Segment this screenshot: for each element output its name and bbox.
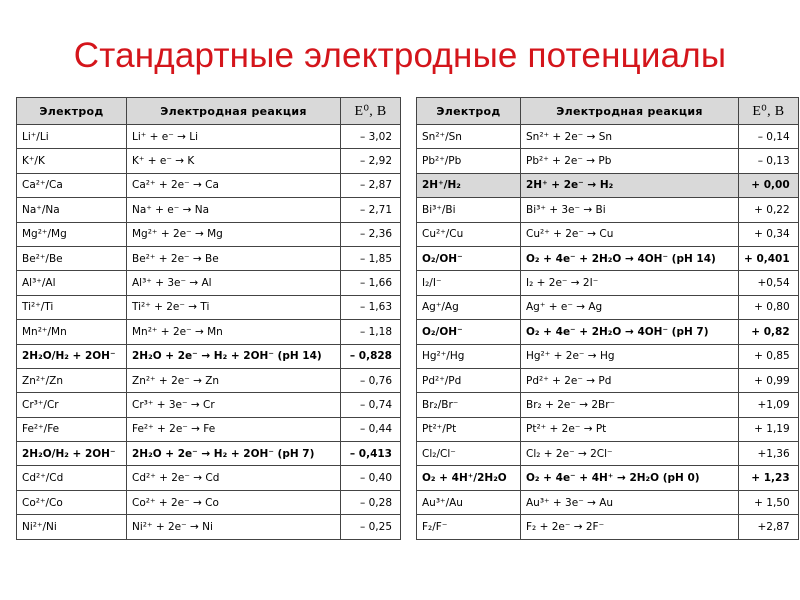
reaction-cell: 2H⁺ + 2e⁻ → H₂ — [521, 173, 739, 197]
reaction-cell: K⁺ + e⁻ → K — [127, 149, 341, 173]
table-row — [417, 490, 799, 514]
potential-cell: +1,36 — [739, 442, 799, 466]
table-row — [417, 246, 799, 270]
electrode-cell: Cd²⁺/Cd — [17, 466, 127, 490]
potential-column-header: E⁰, В — [341, 98, 401, 125]
reaction-cell: 2H₂O + 2e⁻ → H₂ + 2OH⁻ (pH 7) — [127, 442, 341, 466]
table-row — [17, 198, 401, 222]
potential-cell: – 1,85 — [341, 246, 401, 270]
electrode-cell: Mn²⁺/Mn — [17, 320, 127, 344]
electrode-cell: Li⁺/Li — [17, 125, 127, 149]
reaction-cell: Hg²⁺ + 2e⁻ → Hg — [521, 344, 739, 368]
potential-cell: + 1,19 — [739, 417, 799, 441]
electrode-cell: Pb²⁺/Pb — [417, 149, 521, 173]
reaction-cell: Ag⁺ + e⁻ → Ag — [521, 295, 739, 319]
table-row — [17, 515, 401, 539]
potential-cell: – 2,87 — [341, 173, 401, 197]
electrode-cell: Mg²⁺/Mg — [17, 222, 127, 246]
electrode-cell: I₂/I⁻ — [417, 271, 521, 295]
reaction-column-header: Электродная реакция — [127, 98, 341, 125]
table-row — [417, 271, 799, 295]
potential-cell: – 0,28 — [341, 490, 401, 514]
reaction-cell: Ca²⁺ + 2e⁻ → Ca — [127, 173, 341, 197]
potential-cell: + 1,23 — [739, 466, 799, 490]
reaction-cell: Cl₂ + 2e⁻ → 2Cl⁻ — [521, 442, 739, 466]
table-row — [17, 173, 401, 197]
reaction-cell: Cr³⁺ + 3e⁻ → Cr — [127, 393, 341, 417]
electrode-cell: Na⁺/Na — [17, 198, 127, 222]
table-row — [417, 442, 799, 466]
potentials-table-right — [416, 97, 799, 540]
potential-cell: + 0,00 — [739, 173, 799, 197]
page-title: Стандартные электродные потенциалы — [73, 36, 727, 75]
reaction-cell: Ti²⁺ + 2e⁻ → Ti — [127, 295, 341, 319]
electrode-cell: 2H₂O/H₂ + 2OH⁻ — [17, 442, 127, 466]
potentials-table-left — [16, 97, 401, 540]
table-row — [17, 149, 401, 173]
electrode-cell: O₂ + 4H⁺/2H₂O — [417, 466, 521, 490]
electrode-cell: Hg²⁺/Hg — [417, 344, 521, 368]
electrode-cell: Al³⁺/Al — [17, 271, 127, 295]
table-row — [417, 149, 799, 173]
table-row — [417, 515, 799, 539]
table-row — [17, 271, 401, 295]
potential-cell: + 0,22 — [739, 198, 799, 222]
electrode-cell: F₂/F⁻ — [417, 515, 521, 539]
electrode-cell: Fe²⁺/Fe — [17, 417, 127, 441]
reaction-cell: Pt²⁺ + 2e⁻ → Pt — [521, 417, 739, 441]
table-row — [417, 125, 799, 149]
reaction-cell: Bi³⁺ + 3e⁻ → Bi — [521, 198, 739, 222]
table-row — [417, 198, 799, 222]
electrode-cell: Bi³⁺/Bi — [417, 198, 521, 222]
reaction-cell: I₂ + 2e⁻ → 2I⁻ — [521, 271, 739, 295]
potential-cell: – 0,14 — [739, 125, 799, 149]
electrode-cell: Br₂/Br⁻ — [417, 393, 521, 417]
table-row — [417, 173, 799, 197]
table-row — [17, 368, 401, 392]
potential-cell: – 1,66 — [341, 271, 401, 295]
reaction-cell: Pb²⁺ + 2e⁻ → Pb — [521, 149, 739, 173]
table-row — [17, 320, 401, 344]
electrode-cell: Be²⁺/Be — [17, 246, 127, 270]
table-row — [17, 442, 401, 466]
table-row — [417, 344, 799, 368]
reaction-cell: O₂ + 4e⁻ + 2H₂O → 4OH⁻ (pH 7) — [521, 320, 739, 344]
reaction-cell: Zn²⁺ + 2e⁻ → Zn — [127, 368, 341, 392]
potential-cell: + 0,401 — [739, 246, 799, 270]
potential-cell: – 0,413 — [341, 442, 401, 466]
reaction-cell: Al³⁺ + 3e⁻ → Al — [127, 271, 341, 295]
electrode-cell: Ti²⁺/Ti — [17, 295, 127, 319]
electrode-cell: Au³⁺/Au — [417, 490, 521, 514]
reaction-cell: Mg²⁺ + 2e⁻ → Mg — [127, 222, 341, 246]
table-row — [17, 246, 401, 270]
table-row — [17, 125, 401, 149]
electrode-cell: K⁺/K — [17, 149, 127, 173]
electrode-cell: 2H₂O/H₂ + 2OH⁻ — [17, 344, 127, 368]
potential-cell: – 1,18 — [341, 320, 401, 344]
table-row — [417, 393, 799, 417]
potential-cell: – 0,74 — [341, 393, 401, 417]
electrode-cell: Cu²⁺/Cu — [417, 222, 521, 246]
potential-cell: + 0,82 — [739, 320, 799, 344]
electrode-cell: O₂/OH⁻ — [417, 246, 521, 270]
reaction-cell: Pd²⁺ + 2e⁻ → Pd — [521, 368, 739, 392]
potential-cell: – 0,25 — [341, 515, 401, 539]
potential-column-header: E⁰, В — [739, 98, 799, 125]
potential-cell: – 0,13 — [739, 149, 799, 173]
table-row — [17, 490, 401, 514]
electrode-cell: Pt²⁺/Pt — [417, 417, 521, 441]
table-row — [417, 295, 799, 319]
reaction-cell: Cu²⁺ + 2e⁻ → Cu — [521, 222, 739, 246]
header-row — [417, 98, 799, 125]
reaction-cell: Ni²⁺ + 2e⁻ → Ni — [127, 515, 341, 539]
reaction-cell: O₂ + 4e⁻ + 4H⁺ → 2H₂O (pH 0) — [521, 466, 739, 490]
reaction-cell: O₂ + 4e⁻ + 2H₂O → 4OH⁻ (pH 14) — [521, 246, 739, 270]
potential-cell: +0,54 — [739, 271, 799, 295]
potential-cell: – 0,76 — [341, 368, 401, 392]
electrode-cell: Co²⁺/Co — [17, 490, 127, 514]
electrode-cell: 2H⁺/H₂ — [417, 173, 521, 197]
potential-cell: – 0,828 — [341, 344, 401, 368]
table-row — [17, 393, 401, 417]
potential-cell: + 0,34 — [739, 222, 799, 246]
electrode-cell: Ca²⁺/Ca — [17, 173, 127, 197]
potential-cell: + 0,80 — [739, 295, 799, 319]
table-row — [417, 466, 799, 490]
potential-cell: – 3,02 — [341, 125, 401, 149]
reaction-cell: Mn²⁺ + 2e⁻ → Mn — [127, 320, 341, 344]
table-row — [417, 417, 799, 441]
table-row — [417, 320, 799, 344]
reaction-cell: Sn²⁺ + 2e⁻ → Sn — [521, 125, 739, 149]
potential-cell: + 0,99 — [739, 368, 799, 392]
potential-cell: – 2,71 — [341, 198, 401, 222]
potential-cell: + 0,85 — [739, 344, 799, 368]
table-row — [17, 344, 401, 368]
electrode-cell: Ag⁺/Ag — [417, 295, 521, 319]
header-row — [17, 98, 401, 125]
table-row — [417, 222, 799, 246]
electrode-cell: Ni²⁺/Ni — [17, 515, 127, 539]
potential-cell: – 1,63 — [341, 295, 401, 319]
electrode-column-header: Электрод — [17, 98, 127, 125]
reaction-column-header: Электродная реакция — [521, 98, 739, 125]
electrode-cell: O₂/OH⁻ — [417, 320, 521, 344]
table-row — [17, 295, 401, 319]
electrode-cell: Pd²⁺/Pd — [417, 368, 521, 392]
potential-cell: – 2,36 — [341, 222, 401, 246]
reaction-cell: Br₂ + 2e⁻ → 2Br⁻ — [521, 393, 739, 417]
potential-cell: – 2,92 — [341, 149, 401, 173]
reaction-cell: F₂ + 2e⁻ → 2F⁻ — [521, 515, 739, 539]
reaction-cell: Cd²⁺ + 2e⁻ → Cd — [127, 466, 341, 490]
reaction-cell: Fe²⁺ + 2e⁻ → Fe — [127, 417, 341, 441]
reaction-cell: Au³⁺ + 3e⁻ → Au — [521, 490, 739, 514]
potential-cell: – 0,40 — [341, 466, 401, 490]
reaction-cell: Na⁺ + e⁻ → Na — [127, 198, 341, 222]
potential-cell: – 0,44 — [341, 417, 401, 441]
potential-cell: + 1,50 — [739, 490, 799, 514]
table-row — [17, 417, 401, 441]
electrode-cell: Zn²⁺/Zn — [17, 368, 127, 392]
electrode-cell: Cr³⁺/Cr — [17, 393, 127, 417]
table-row — [17, 222, 401, 246]
reaction-cell: 2H₂O + 2e⁻ → H₂ + 2OH⁻ (pH 14) — [127, 344, 341, 368]
reaction-cell: Co²⁺ + 2e⁻ → Co — [127, 490, 341, 514]
potential-cell: +1,09 — [739, 393, 799, 417]
reaction-cell: Li⁺ + e⁻ → Li — [127, 125, 341, 149]
table-row — [17, 466, 401, 490]
electrode-cell: Sn²⁺/Sn — [417, 125, 521, 149]
reaction-cell: Be²⁺ + 2e⁻ → Be — [127, 246, 341, 270]
electrode-cell: Cl₂/Cl⁻ — [417, 442, 521, 466]
electrode-column-header: Электрод — [417, 98, 521, 125]
potential-cell: +2,87 — [739, 515, 799, 539]
table-row — [417, 368, 799, 392]
